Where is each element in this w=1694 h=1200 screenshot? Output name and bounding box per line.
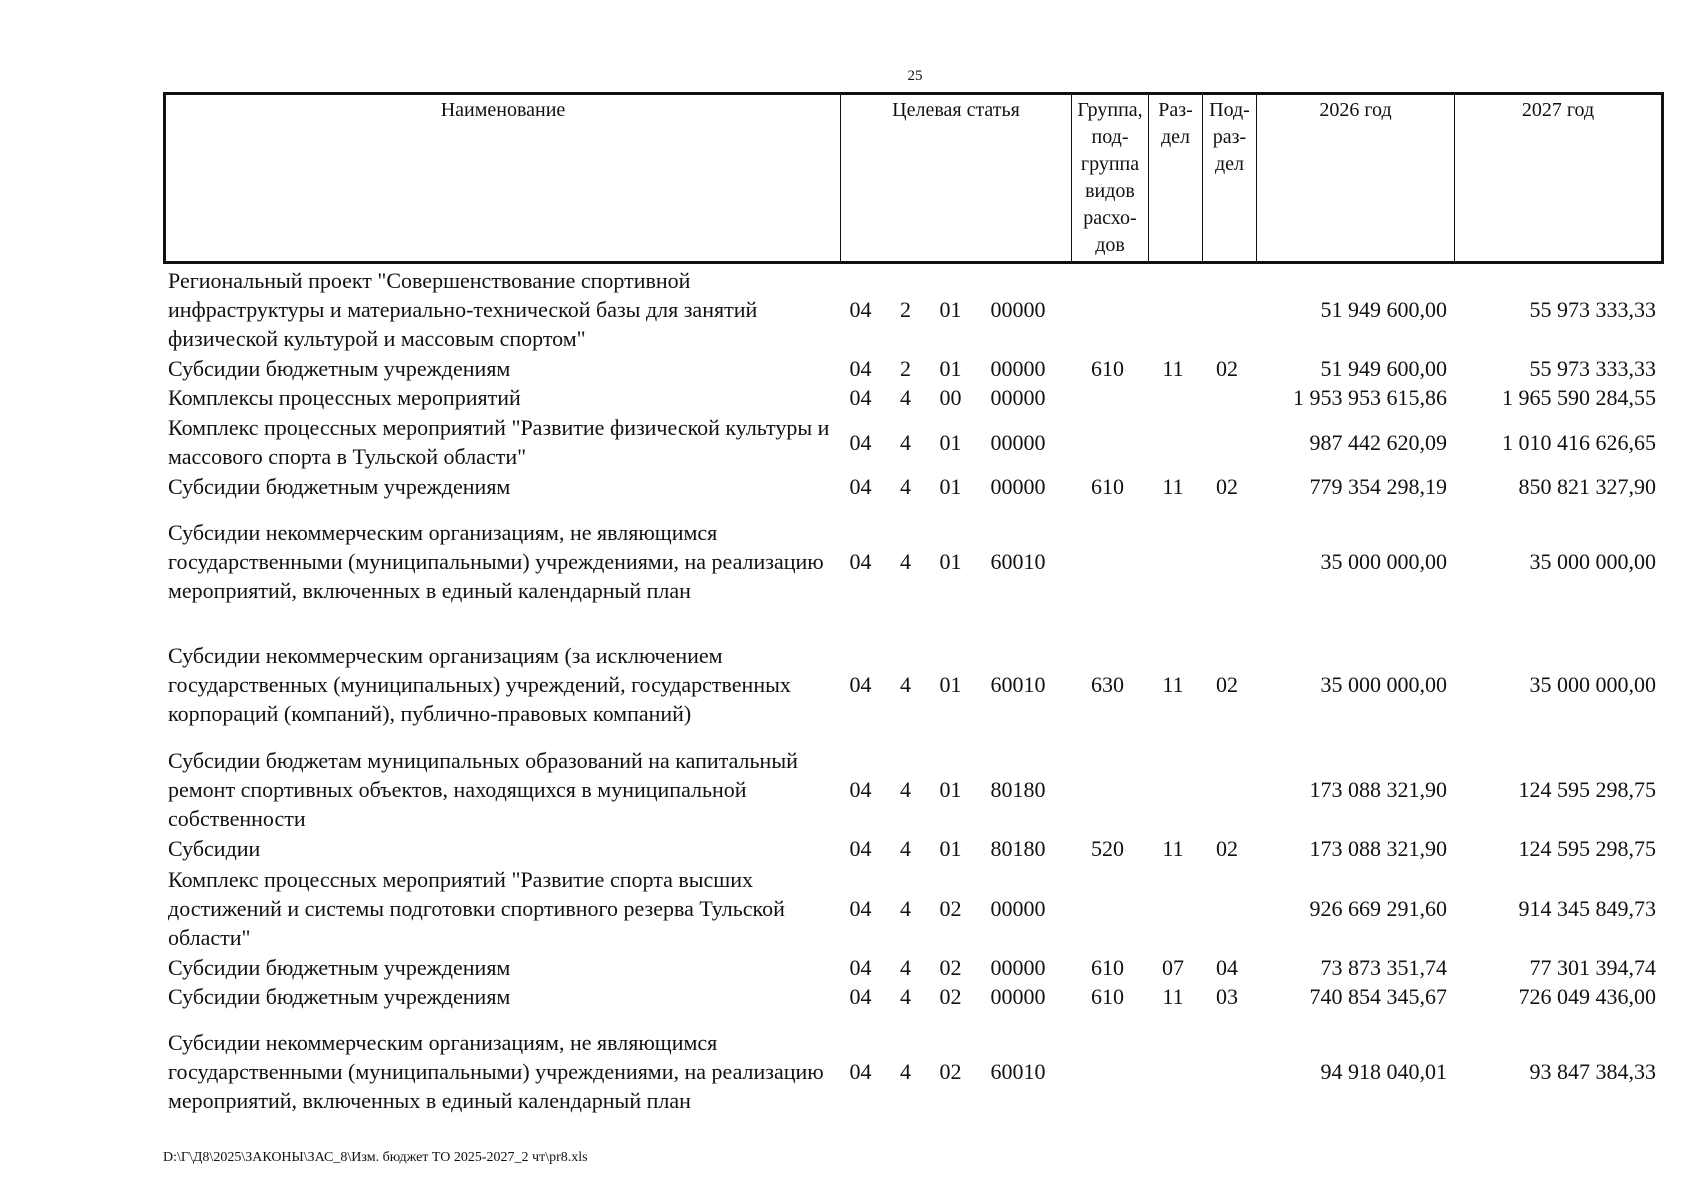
row-section: 11	[1162, 836, 1184, 861]
row-amount-2026: 94 918 040,01	[1320, 1058, 1447, 1084]
row-target-3: 01	[939, 356, 962, 381]
row-section: 11	[1162, 671, 1184, 697]
row-target-3: 01	[939, 474, 962, 499]
row-group: 630	[1091, 671, 1124, 697]
table-row	[163, 264, 1664, 354]
header-2027: 2027 год	[1521, 99, 1595, 121]
row-subsection: 02	[1216, 836, 1238, 861]
row-name: Субсидии бюджетным учреждениям	[168, 474, 511, 499]
row-target-1: 04	[849, 474, 872, 499]
row-target-2: 4	[900, 955, 911, 980]
row-target-1: 04	[849, 385, 872, 410]
header-name: Наименование	[166, 95, 841, 261]
row-target-3: 02	[939, 895, 962, 921]
row-target-4: 80180	[990, 836, 1046, 861]
row-target-1: 04	[849, 429, 872, 455]
row-target-4: 00000	[990, 356, 1046, 381]
row-group: 610	[1091, 955, 1124, 980]
row-target-1: 04	[849, 1058, 872, 1084]
row-subsection: 04	[1216, 955, 1238, 980]
row-target-4: 00000	[990, 429, 1046, 455]
row-name: Комплексы процессных мероприятий	[168, 385, 521, 410]
row-amount-2027: 124 595 298,75	[1518, 836, 1656, 861]
row-target-4: 00000	[990, 474, 1046, 499]
row-amount-2026: 173 088 321,90	[1309, 836, 1447, 861]
row-amount-2026: 779 354 298,19	[1309, 474, 1447, 499]
row-group: 520	[1091, 836, 1124, 861]
row-amount-2026: 51 949 600,00	[1320, 296, 1447, 322]
table-row	[163, 863, 1664, 953]
table-row	[163, 639, 1664, 729]
row-target-4: 60010	[990, 1058, 1046, 1084]
header-section: Раз- дел	[1149, 95, 1203, 261]
row-target-3: 02	[939, 984, 962, 1009]
header-2026: 2026 год	[1257, 95, 1455, 261]
row-target-2: 2	[900, 296, 911, 322]
row-name: Субсидии бюджетным учреждениям	[168, 984, 511, 1009]
row-target-1: 04	[849, 895, 872, 921]
row-amount-2026: 740 854 345,67	[1309, 984, 1447, 1009]
row-amount-2026: 35 000 000,00	[1320, 671, 1447, 697]
row-subsection: 02	[1216, 671, 1238, 697]
row-amount-2026: 173 088 321,90	[1309, 776, 1447, 802]
row-amount-2026: 73 873 351,74	[1320, 955, 1447, 980]
row-section: 11	[1162, 474, 1184, 499]
row-target-1: 04	[849, 984, 872, 1009]
row-target-1: 04	[849, 671, 872, 697]
row-name: Комплекс процессных мероприятий "Развитие спорта высших достижений и системы подготовки спортивного резерва Тульской области"	[168, 866, 785, 950]
row-target-3: 02	[939, 955, 962, 980]
row-target-3: 01	[939, 776, 962, 802]
row-section: 07	[1162, 955, 1184, 980]
row-target-2: 4	[900, 895, 911, 921]
row-target-3: 01	[939, 429, 962, 455]
file-path-footer: D:\Г\Д8\2025\ЗАКОНЫ\ЗАС_8\Изм. бюджет ТО 2025-2027_2 чт\pr8.xls	[163, 1150, 588, 1165]
row-group: 610	[1091, 474, 1124, 499]
row-amount-2027: 55 973 333,33	[1529, 296, 1656, 322]
row-target-4: 00000	[990, 385, 1046, 410]
row-target-2: 4	[900, 385, 911, 410]
row-target-4: 60010	[990, 671, 1046, 697]
row-name: Субсидии некоммерческим организациям, не являющимся государственными (муниципальными) учреждениями, на реализацию мероприятий, включенных в единый календарный план	[168, 519, 824, 603]
row-name: Субсидии бюджетным учреждениям	[168, 955, 511, 980]
table-row	[163, 744, 1664, 834]
row-target-1: 04	[849, 548, 872, 574]
table-row	[163, 412, 1664, 472]
row-target-1: 04	[849, 836, 872, 861]
row-target-2: 4	[900, 671, 911, 697]
row-amount-2027: 124 595 298,75	[1518, 776, 1656, 802]
row-target-3: 01	[939, 836, 962, 861]
row-name: Субсидии бюджетным учреждениям	[168, 356, 511, 381]
row-target-3: 01	[939, 671, 962, 697]
row-name: Комплекс процессных мероприятий "Развитие физической культуры и массового спорта в Тульской области"	[168, 415, 830, 469]
row-target-2: 4	[900, 429, 911, 455]
table-row	[163, 472, 1664, 501]
table-row	[163, 383, 1664, 412]
row-group: 610	[1091, 984, 1124, 1009]
row-amount-2027: 77 301 394,74	[1529, 955, 1656, 980]
row-amount-2026: 987 442 620,09	[1309, 429, 1447, 455]
header-subsection: Под- раз- дел	[1203, 95, 1257, 261]
row-target-2: 4	[900, 984, 911, 1009]
row-subsection: 03	[1216, 984, 1238, 1009]
row-target-4: 60010	[990, 548, 1046, 574]
row-amount-2026: 51 949 600,00	[1320, 356, 1447, 381]
row-target-3: 01	[939, 296, 962, 322]
table-row	[163, 953, 1664, 982]
row-section: 11	[1162, 356, 1184, 381]
row-name: Региональный проект "Совершенствование спортивной инфраструктуры и материально-технической базы для занятий физической культурой и массовым спортом"	[168, 267, 758, 351]
row-amount-2027: 55 973 333,33	[1529, 356, 1656, 381]
table-row	[163, 501, 1664, 621]
row-target-1: 04	[849, 955, 872, 980]
table-row	[163, 982, 1664, 1011]
row-target-2: 4	[900, 836, 911, 861]
row-target-3: 02	[939, 1058, 962, 1084]
row-amount-2027: 726 049 436,00	[1518, 984, 1656, 1009]
row-group: 610	[1091, 356, 1124, 381]
row-amount-2027: 93 847 384,33	[1529, 1058, 1656, 1084]
page-number: 25	[907, 68, 923, 84]
row-amount-2027: 1 965 590 284,55	[1502, 385, 1656, 410]
table-header	[163, 92, 1664, 264]
table-row	[163, 834, 1664, 863]
row-target-3: 01	[939, 548, 962, 574]
row-name: Субсидии	[168, 836, 261, 861]
row-target-2: 2	[900, 356, 911, 381]
row-target-2: 4	[900, 474, 911, 499]
row-target-4: 80180	[990, 776, 1046, 802]
row-target-2: 4	[900, 548, 911, 574]
row-target-1: 04	[849, 296, 872, 322]
row-subsection: 02	[1216, 356, 1238, 381]
row-target-4: 00000	[990, 895, 1046, 921]
row-target-4: 00000	[990, 984, 1046, 1009]
row-target-4: 00000	[990, 296, 1046, 322]
row-amount-2027: 35 000 000,00	[1529, 548, 1656, 574]
row-amount-2027: 1 010 416 626,65	[1502, 429, 1656, 455]
row-target-1: 04	[849, 356, 872, 381]
row-amount-2026: 35 000 000,00	[1320, 548, 1447, 574]
row-target-2: 4	[900, 1058, 911, 1084]
row-section: 11	[1162, 984, 1184, 1009]
row-target-2: 4	[900, 776, 911, 802]
row-name: Субсидии некоммерческим организациям (за исключением государственных (муниципальных) учреждений, государственных корпораций (компаний), публично-правовых компаний)	[168, 642, 791, 726]
row-amount-2027: 35 000 000,00	[1529, 671, 1656, 697]
table-row	[163, 354, 1664, 383]
row-target-1: 04	[849, 776, 872, 802]
table-row	[163, 1011, 1664, 1131]
row-subsection: 02	[1216, 474, 1238, 499]
row-amount-2027: 850 821 327,90	[1518, 474, 1656, 499]
row-name: Субсидии бюджетам муниципальных образований на капитальный ремонт спортивных объектов, находящихся в муниципальной собственности	[168, 747, 798, 831]
header-target-article: Целевая статья	[841, 95, 1072, 261]
row-target-4: 00000	[990, 955, 1046, 980]
row-name: Субсидии некоммерческим организациям, не являющимся государственными (муниципальными) учреждениями, на реализацию мероприятий, включенных в единый календарный план	[168, 1029, 824, 1113]
row-amount-2026: 926 669 291,60	[1309, 895, 1447, 921]
header-expense-group: Группа, под- группа видов расхо- дов	[1072, 95, 1149, 261]
row-target-3: 00	[939, 385, 962, 410]
row-amount-2026: 1 953 953 615,86	[1293, 385, 1447, 410]
row-amount-2027: 914 345 849,73	[1518, 895, 1656, 921]
